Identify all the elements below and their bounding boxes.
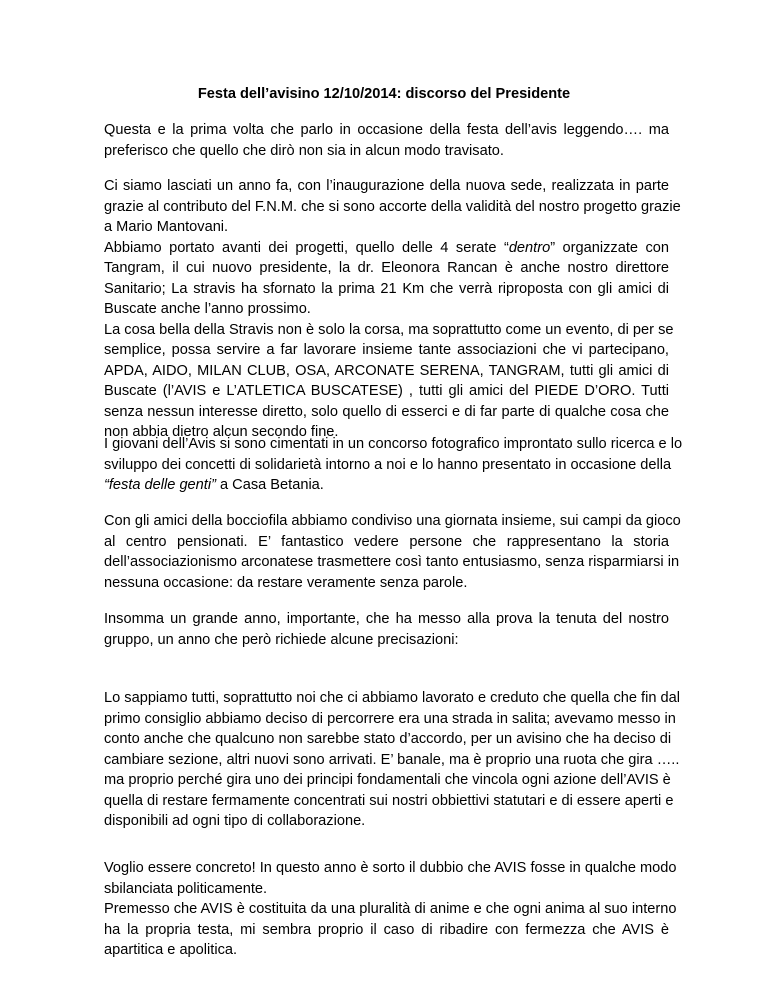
text-line: La cosa bella della Stravis non è solo la corsa, ma soprattutto come un evento, di per se — [104, 321, 674, 338]
text-line: dell’associazionismo arconatese trasmettere così tanto entusiasmo, senza risparmiarsi in — [104, 554, 680, 570]
text-line: Insomma un grande anno, importante, che ha messo alla prova la tenuta del nostro — [104, 611, 669, 627]
text-line: Questa e la prima volta che parlo in occasione della festa dell’avis leggendo…. ma — [104, 122, 669, 138]
text-line: apartitica e apolitica. — [104, 942, 238, 958]
paragraph-youth-photo-contest — [104, 434, 683, 496]
text-line: Sanitario; La stravis ha sfornato la prima 21 Km che verrà riproposta con gli amici di — [104, 280, 669, 297]
text-line: sviluppo dei concetti di solidarietà intorno a noi e lo hanno presentato in occasione della — [104, 456, 672, 473]
text-line: Buscate (l’AVIS e L’ATLETICA BUSCATESE) , tutti gli amici del PIEDE D’ORO. Tutti — [104, 383, 669, 399]
text-line: grazie al contributo del F.N.M. che si sono accorte della validità del nostro progetto grazie — [104, 198, 681, 215]
text-line: Premesso che AVIS è costituita da una pluralità di anime e che ogni anima al suo interno — [104, 901, 677, 917]
paragraph-summary — [104, 609, 669, 650]
text-line: Voglio essere concreto! In questo anno è sorto il dubbio che AVIS fosse in qualche modo — [104, 860, 677, 876]
text-line: Ci siamo lasciati un anno fa, con l’inaugurazione della nuova sede, realizzata in parte — [104, 178, 669, 194]
text-line: nessuna occasione: da restare veramente senza parole. — [104, 574, 468, 591]
text-line: Tangram, il cui nuovo presidente, la dr. Eleonora Rancan è anche nostro direttore — [104, 260, 669, 276]
text-line: Buscate anche l’anno prossimo. — [104, 301, 311, 317]
paragraph-new-seat — [104, 176, 681, 443]
text-line: gruppo, un anno che però richiede alcune precisazioni: — [104, 631, 459, 648]
paragraph-bocciofila — [104, 511, 681, 593]
text-line: conto anche che qualcuno non sarebbe stato d’accordo, per un avisino che ha deciso di — [104, 731, 672, 747]
text-line: quella di restare fermamente concentrati sui nostri obbiettivi statutari e di essere aperti e — [104, 792, 674, 809]
text-fragment: ” organizzate con — [550, 239, 669, 256]
text-line: sbilanciata politicamente. — [104, 880, 268, 897]
text-fragment: Abbiamo portato avanti dei progetti, quello delle 4 serate “ — [104, 239, 509, 256]
emphasis-festa-delle-genti: “festa delle genti” — [104, 477, 216, 493]
paragraph-apolitical — [104, 858, 677, 961]
text-fragment: a Casa Betania. — [215, 477, 324, 493]
paragraph-intro — [104, 120, 669, 161]
text-line: APDA, AIDO, MILAN CLUB, OSA, ARCONATE SERENA, TANGRAM, tutti gli amici di — [104, 362, 669, 379]
text-line: senza nessun interesse diretto, solo quello di esserci e di far parte di qualche cosa che — [104, 403, 669, 420]
text-line — [104, 475, 669, 496]
text-line: disponibili ad ogni tipo di collaborazione. — [104, 813, 366, 829]
emphasis-dentro: dentro — [508, 239, 551, 256]
document-title: Festa dell’avisino 12/10/2014: discorso del Presidente — [197, 86, 571, 102]
text-line-projects — [104, 238, 669, 259]
text-line: al centro pensionati. E’ fantastico vedere persone che rappresentano la storia — [104, 533, 669, 550]
text-line: preferisco che quello che dirò non sia in alcun modo travisato. — [104, 142, 504, 159]
text-line: non abbia dietro alcun secondo fine. — [104, 424, 339, 440]
text-line: Con gli amici della bocciofila abbiamo condiviso una giornata insieme, sui campi da gioco — [104, 513, 681, 529]
text-line: ma proprio perché gira uno dei principi fondamentali che vincola ogni azione dell’AVIS è — [104, 772, 671, 788]
text-line: semplice, possa servire a far lavorare insieme tante associazioni che vi partecipano, — [104, 342, 669, 358]
paragraph-uphill-road — [104, 688, 680, 832]
text-line: Lo sappiamo tutti, soprattutto noi che ci abbiamo lavorato e creduto che quella che fin dal — [104, 690, 680, 706]
text-line: ha la propria testa, mi sembra proprio il caso di ribadire con fermezza che AVIS è — [104, 921, 669, 938]
text-line: cambiare sezione, altri nuovi sono arrivati. E’ banale, ma è proprio una ruota che gira ….. — [104, 751, 680, 768]
text-line: I giovani dell’Avis si sono cimentati in un concorso fotografico improntato sullo ricerca e lo — [104, 436, 683, 452]
text-line: a Mario Mantovani. — [104, 219, 229, 235]
text-line: primo consiglio abbiamo deciso di percorrere era una strada in salita; avevamo messo in — [104, 710, 676, 727]
